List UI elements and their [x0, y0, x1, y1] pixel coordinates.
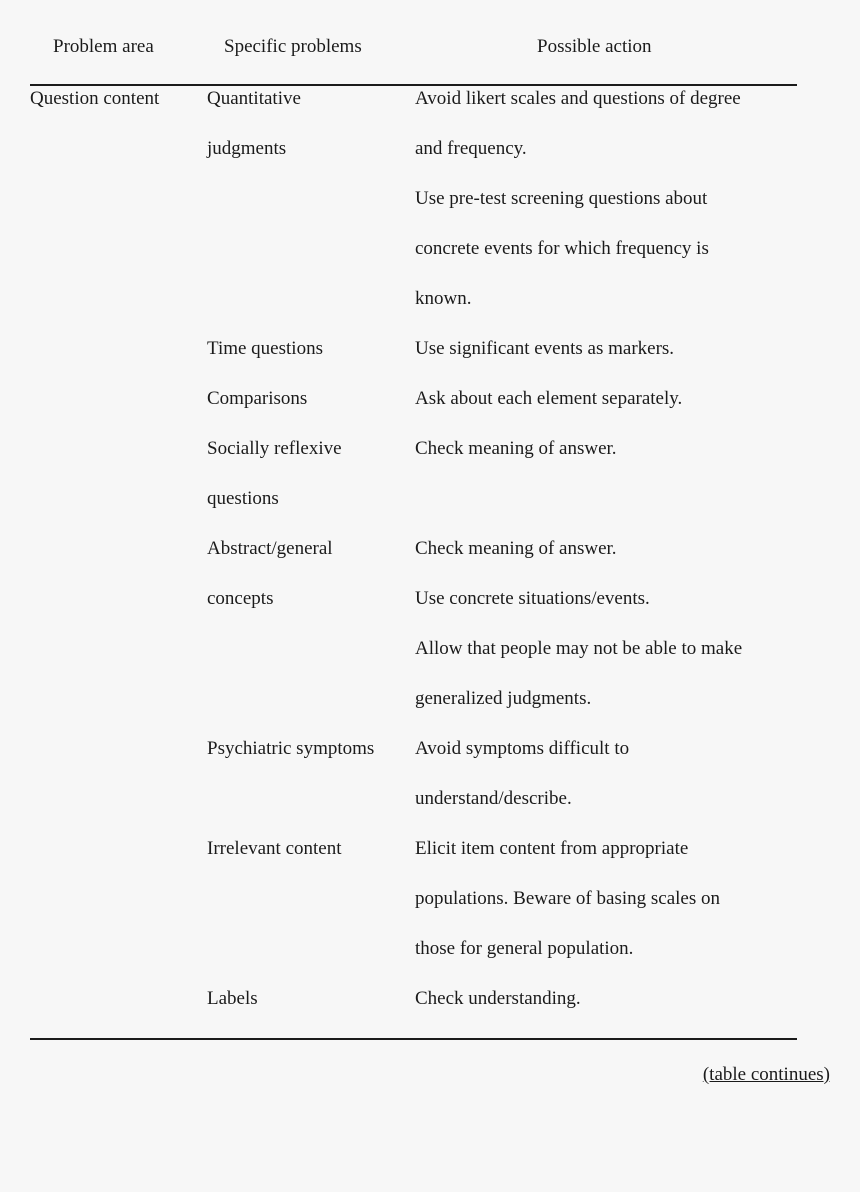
specific-problem-line: concepts — [207, 588, 274, 609]
possible-action-line: Avoid likert scales and questions of degree — [415, 88, 741, 109]
possible-action-line: those for general population. — [415, 938, 634, 959]
possible-action-line: Check meaning of answer. — [415, 538, 617, 559]
specific-problem-line: Time questions — [207, 338, 323, 359]
specific-problem-line: Socially reflexive — [207, 438, 342, 459]
specific-problem-line: Labels — [207, 988, 258, 1009]
possible-action-line: and frequency. — [415, 138, 527, 159]
possible-action-line: Elicit item content from appropriate — [415, 838, 689, 859]
specific-problem-line: questions — [207, 488, 279, 509]
problem-area-cell: Question content — [30, 88, 160, 109]
possible-action-line: populations. Beware of basing scales on — [415, 888, 720, 909]
possible-action-line: Use concrete situations/events. — [415, 588, 650, 609]
possible-action-line: Avoid symptoms difficult to — [415, 738, 630, 759]
possible-action-line: Allow that people may not be able to make — [415, 638, 743, 659]
header-problem-area: Problem area — [53, 36, 154, 57]
header-specific-problems: Specific problems — [224, 36, 362, 57]
possible-action-line: Check understanding. — [415, 988, 581, 1009]
possible-action-line: understand/describe. — [415, 788, 572, 809]
possible-action-line: Ask about each element separately. — [415, 388, 683, 409]
specific-problem-line: Comparisons — [207, 388, 308, 409]
specific-problem-line: Psychiatric symptoms — [207, 738, 375, 759]
specific-problem-line: Quantitative — [207, 88, 301, 109]
possible-action-line: generalized judgments. — [415, 688, 592, 709]
possible-action-line: known. — [415, 288, 472, 309]
possible-action-line: Use significant events as markers. — [415, 338, 675, 359]
specific-problem-line: Irrelevant content — [207, 838, 342, 859]
specific-problem-line: judgments — [207, 138, 287, 159]
specific-problem-line: Abstract/general — [207, 538, 333, 559]
table-bottom-rule — [30, 1038, 797, 1040]
possible-action-line: Check meaning of answer. — [415, 438, 617, 459]
header-possible-action: Possible action — [537, 36, 652, 57]
table-top-rule — [30, 84, 797, 86]
possible-action-line: Use pre-test screening questions about — [415, 188, 708, 209]
table-continues-note: (table continues) — [702, 1064, 830, 1085]
possible-action-line: concrete events for which frequency is — [415, 238, 709, 259]
